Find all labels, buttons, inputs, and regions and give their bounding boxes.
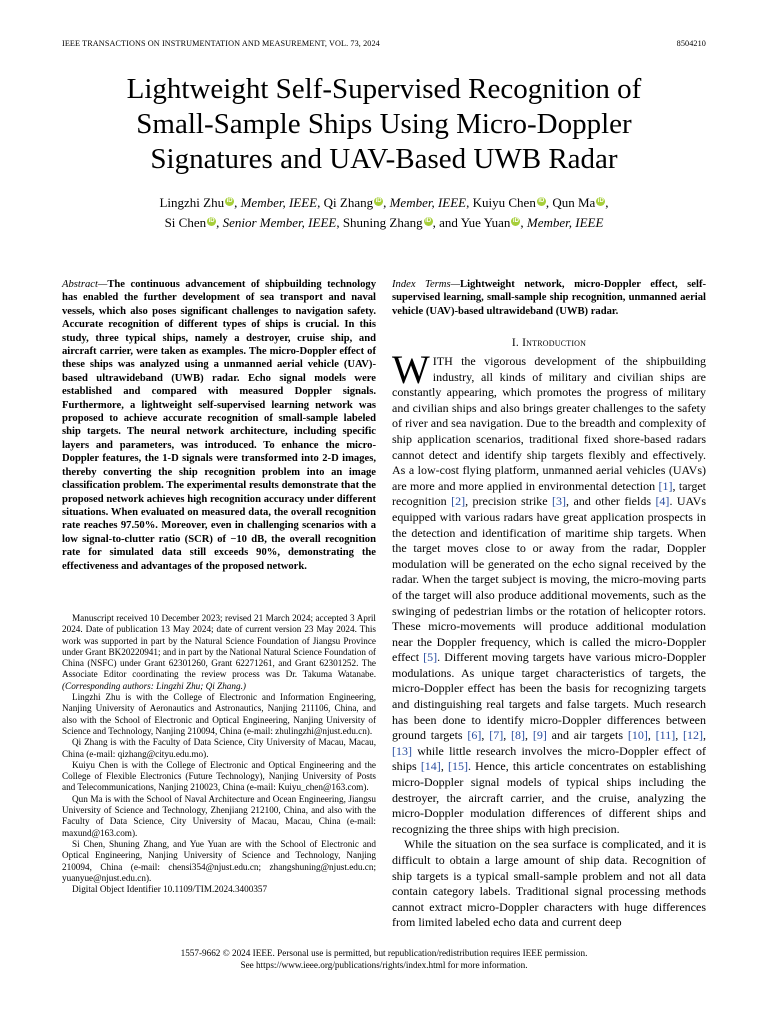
citation-link[interactable]: [4] [655, 494, 670, 509]
author-role: Member, IEEE [240, 195, 318, 210]
footnote-paragraph: Lingzhi Zhu is with the College of Electronic and Information Engineering, Nanjing University of Aeronautics and Astronautics, Nanjing 211106, China, and also with the School of Electronic and Optical Engineering, Nanjing University of Science and Technology, Nanjing 210094, China (e-mail: zhulingzhi@njust.edu.cn). [62, 692, 376, 736]
paper-title [62, 72, 706, 177]
body-paragraph [392, 347, 707, 837]
body-text-run: while little research involves the micro-Doppler effect of ships [392, 743, 706, 774]
author-role: Member, IEEE [389, 195, 467, 210]
running-header-journal: IEEE TRANSACTIONS ON INSTRUMENTATION AND MEASUREMENT, VOL. 73, 2024 [62, 39, 380, 48]
title-line: Small-Sample Ships Using Micro-Doppler [136, 108, 632, 140]
citation-link[interactable]: [8] [511, 728, 526, 743]
author-line-1: Lingzhi Zhu iD , Member, IEEE, Qi Zhang iD , Member, IEEE, Kuiyu Chen iD , Qun Ma iD , [159, 195, 609, 210]
footnote-paragraph: Qi Zhang is with the Faculty of Data Science, City University of Macau, Macau, China (e-mail: qizhang@cityu.edu.mo). [62, 737, 376, 759]
orcid-icon[interactable]: iD [425, 218, 432, 224]
drop-cap: W [392, 347, 430, 392]
title-line: Lightweight Self-Supervised Recognition of [126, 73, 642, 105]
separator: , [481, 728, 490, 743]
body-text-run: . Hence, this article concentrates on establishing micro-Doppler signal models of typical ships including the destroyer, the aircraft carrier, and the cruise, analyzing the micro-Doppler modulation differences of different ships and recognizing the three ships with high precision. [392, 759, 706, 836]
copyright-notice [62, 948, 706, 971]
separator: , [675, 728, 683, 743]
orcid-icon[interactable]: iD [538, 198, 545, 204]
manuscript-footnote [62, 613, 376, 895]
author-name: Si Chen [164, 215, 207, 230]
footnote-text: Manuscript received 10 December 2023; revised 21 March 2024; accepted 3 April 2024. Date of publication 13 May 2024; date of current version 23 May 2024. This work was supported in part by the Natural Science Foundation of Jiangsu Province under Grant BK20220941; and in part by the National Natural Science Foundation of China (NSFC) under Grant 62301260, Grant 62271261, and Grant 62301252. The Associate Editor coordinating the review process was Dr. Takuma Watanabe. [62, 613, 376, 680]
index-terms-label: Index Terms— [392, 279, 460, 290]
body-text-run: . Different moving targets have various micro-Doppler modulations. As unique target characteristics of targets, the micro-Doppler effect has been the basis for recognizing targets and distinguishing real targets and false targets. Much research has been done to identify micro-Doppler differences between ground targets [392, 650, 707, 743]
body-text-run: and air targets [546, 728, 628, 743]
doi-line[interactable]: Digital Object Identifier 10.1109/TIM.2024.3400357 [72, 884, 268, 895]
body-text-run: , precision strike [465, 494, 553, 509]
separator: , [647, 728, 656, 743]
running-header-page-number: 8504210 [676, 39, 706, 48]
author-line-2: Si Chen iD , Senior Member, IEEE, Shuning Zhang iD , and Yue Yuan iD , Member, IEEE [164, 215, 604, 230]
author-list [62, 193, 706, 233]
body-text-run: . UAVs equipped with various radars have great application prospects in the detection and identification of maritime ship targets. When the target moves close to or away from the radar, Doppler modulation will be generated on the echo signal received by the radar. When the target subject is moving, the micro-moving parts of the target will also produce additional movements, such as the swinging of pedestrian limbs or the rotation of helicopter rotors. These micro-movements will produce additional modulation near the Doppler frequency, which is called the micro-Doppler effect [392, 494, 706, 665]
citation-link[interactable]: [10] [627, 728, 648, 743]
author-role: Senior Member, IEEE [222, 215, 337, 230]
citation-link[interactable]: [15] [447, 759, 468, 774]
footnote-paragraph: Si Chen, Shuning Zhang, and Yue Yuan are with the School of Electronic and Optical Engineering, Nanjing University of Science and Technology, Nanjing 210094, China (e-mail: chensi354@njust.edu.cn; zhangshuning@njust.edu.cn; yuanyue@njust.edu.cn). [62, 838, 376, 883]
citation-link[interactable]: [1] [658, 478, 673, 493]
body-text-run: ITH the vigorous development of the shipbuilding industry, all kinds of military and civilian ships are constantly appearing, which promotes the progress of military and civilian ships and also brings greater challenges to the safety of river and sea navigation. Due to the breadth and complexity of ship application scenarios, traditional fixed shore-based radars cannot detect and identify ship targets flexibly and effectively. As a low-cost flying platform, unmanned aerial vehicles (UAVs) are more and more applied in environmental detection [392, 354, 706, 493]
author-name: Lingzhi Zhu [159, 195, 225, 210]
title-line: Signatures and UAV-Based UWB Radar [150, 143, 618, 175]
author-conjunction: and [439, 215, 458, 230]
separator: , [440, 759, 448, 774]
citation-link[interactable]: [2] [451, 494, 466, 509]
citation-link[interactable]: [7] [489, 728, 504, 743]
orcid-icon[interactable]: iD [512, 218, 519, 224]
citation-link[interactable]: [3] [552, 494, 567, 509]
abstract-label: Abstract— [62, 279, 108, 290]
separator: , [525, 728, 533, 743]
body-text-run: , target recognition [392, 478, 706, 509]
author-role: Member, IEEE [526, 215, 604, 230]
introduction-text [392, 347, 707, 931]
author-name: Qi Zhang [323, 195, 374, 210]
footnote-paragraph: Kuiyu Chen is with the College of Electronic and Optical Engineering and the College of Flexible Electronics (Future Technology), Nanjing University of Posts and Telecommunications, Nanjing 210023, China (e-mail: Kuiyu_chen@163.com). [62, 759, 376, 793]
author-name: Shuning Zhang [342, 215, 423, 230]
author-name: Yue Yuan [460, 215, 511, 230]
orcid-icon[interactable]: iD [375, 198, 382, 204]
citation-link[interactable]: [11] [655, 728, 676, 743]
author-name: Kuiyu Chen [472, 195, 536, 210]
footnote-paragraph: Qun Ma is with the School of Naval Architecture and Ocean Engineering, Jiangsu University of Science and Technology, Zhenjiang 212100, China, and also with the Faculty of Data Science, City University of Macau, Macau, China (e-mail: maxund@163.com). [62, 793, 376, 838]
separator: , [503, 728, 512, 743]
orcid-icon[interactable]: iD [226, 198, 233, 204]
abstract [62, 278, 376, 573]
citation-link[interactable]: [9] [532, 728, 547, 743]
citation-link[interactable]: [6] [467, 728, 482, 743]
abstract-block [62, 278, 376, 573]
orcid-icon[interactable]: iD [597, 198, 604, 204]
body-text-run: , and other fields [566, 494, 656, 509]
corresponding-authors: (Corresponding authors: Lingzhi Zhu; Qi Zhang.) [62, 680, 246, 691]
citation-link[interactable]: [12] [683, 728, 703, 743]
orcid-icon[interactable]: iD [208, 218, 215, 224]
rights-link-line[interactable]: See https://www.ieee.org/publications/rights/index.html for more information. [240, 959, 528, 970]
citation-link[interactable]: [14] [420, 759, 441, 774]
index-terms-block [392, 278, 706, 318]
footnote-paragraph [62, 613, 376, 692]
copyright-line: 1557-9662 © 2024 IEEE. Personal use is permitted, but republication/redistribution requires IEEE permission. [180, 948, 588, 958]
abstract-text: The continuous advancement of shipbuilding technology has enabled the further development of sea transport and naval vessels, which also poses significant challenges to navigation safety. Accurate recognition of different types of ships is crucial. In this study, three typical ships, namely a destroyer, cruise ship, and aircraft carrier, were taken as examples. The micro-Doppler effect of these ships was analyzed using a unmanned aerial vehicle (UAV)-based ultrawideband (UWB) radar. Echo signal models were established and compared with measured Doppler signals. Furthermore, a lightweight self-supervised learning network was proposed to achieve accurate recognition of small-sample labeled ship targets. The neural network architecture, including specific layers and parameters, was introduced. To enhance the micro-Doppler features, the 1-D signals were transformed into 2-D images, thereby converting the ship recognition problem into an image classification problem. The experimental results demonstrate that the proposed network achieves high recognition accuracy under different situations. When evaluated on measured data, the overall recognition rate reaches 97.50%. Moreover, even in challenging scenarios with a low signal-to-clutter ratio (SCR) of −10 dB, the overall recognition rate for simulated data still exceeds 90%, demonstrating the effectiveness and advantages of the proposed network. [62, 279, 376, 572]
citation-link[interactable]: [13] [392, 743, 412, 758]
body-paragraph: While the situation on the sea surface is complicated, and it is difficult to obtain a large amount of ship data. Recognition of ship targets is a typical small-sample problem and not all data contain category labels. Traditional signal processing methods cannot extract micro-Doppler characters with huge differences from limited labeled echo data and current deep [392, 837, 706, 930]
author-name: Qun Ma [552, 195, 596, 210]
separator: , [703, 728, 706, 743]
index-terms-text: Lightweight network, micro-Doppler effect, self-supervised learning, small-sample ship recognition, unmanned aerial vehicle (UAV)-based ultrawideband (UWB) radar. [392, 279, 706, 317]
index-terms [392, 278, 706, 318]
citation-link[interactable]: [5] [423, 650, 438, 665]
section-heading: I. Introduction [511, 336, 587, 349]
